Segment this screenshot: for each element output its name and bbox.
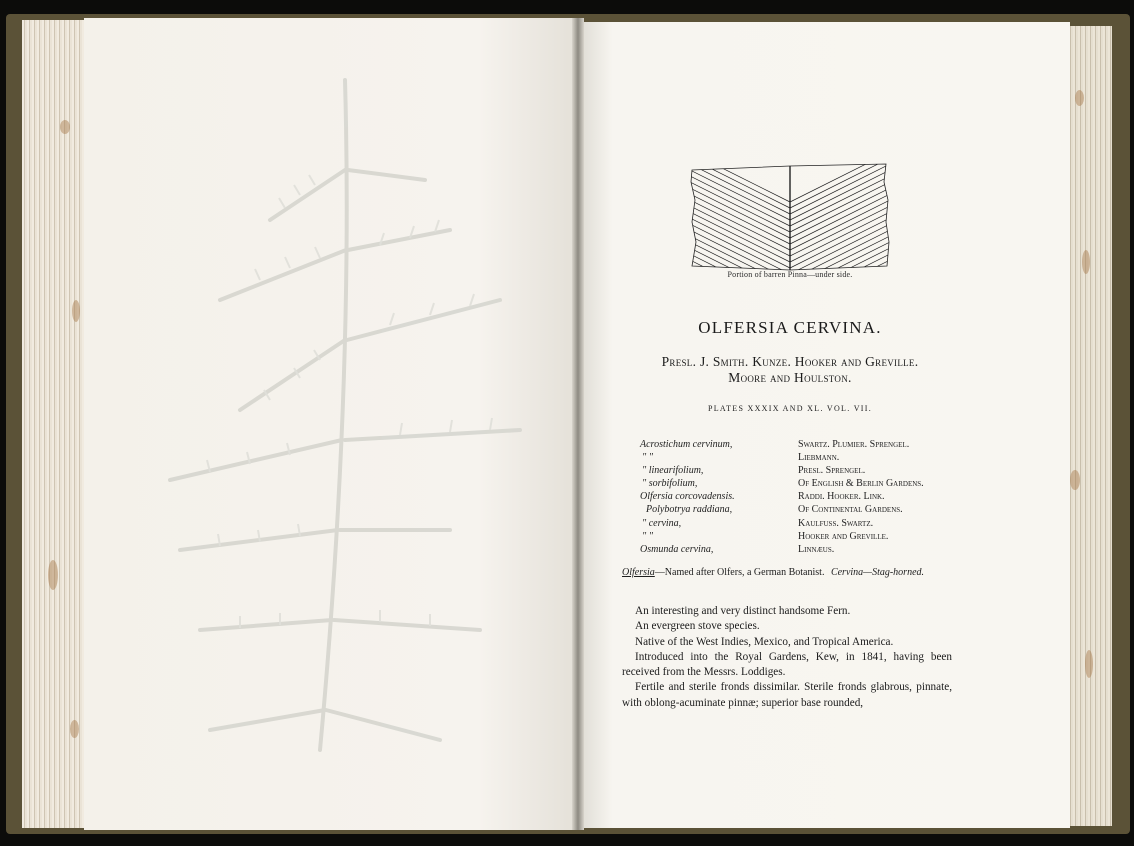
paragraph: Fertile and sterile fronds dissimilar. Sterile fronds glabrous, pinnate, with oblong-acuminate pinnæ; superior base rounded, [622, 681, 952, 709]
authorities [600, 354, 980, 386]
synonym-authority: Presl. Sprengel. [798, 465, 866, 477]
synonym-name: Acrostichum cervinum, [640, 439, 733, 450]
species-meaning: —Stag-horned. [863, 567, 925, 578]
barren-pinna-illustration [690, 162, 890, 274]
synonym-name: " cervina, [642, 517, 682, 529]
synonym-authority: Of Continental Gardens. [798, 504, 903, 516]
synonym-name: Polybotrya raddiana, [646, 504, 733, 516]
foxing-stain [1075, 90, 1084, 106]
page-title: OLFERSIA CERVINA. [698, 318, 882, 337]
synonym-authority: Raddi. Hooker. Link. [798, 491, 885, 503]
synonym-name: Osmunda cervina, [640, 543, 714, 555]
synonym-authority: Linnæus. [798, 543, 835, 555]
foxing-stain [72, 300, 80, 322]
plates-reference: PLATES XXXIX AND XL. VOL. VII. [707, 404, 873, 413]
genus-meaning: —Named after Olfers, a German Botanist. [654, 567, 825, 578]
paragraph: Introduced into the Royal Gardens, Kew, in 1841, having been received from the Messrs. Loddiges. [622, 650, 952, 679]
synonym-name: " " [642, 452, 653, 464]
authorities-line: Moore and Houlston. [728, 370, 852, 385]
fern-show-through-image [150, 60, 550, 760]
foxing-stain [1082, 250, 1090, 274]
synonym-authority: Kaulfuss. Swartz. [798, 517, 874, 529]
foxing-stain [1070, 470, 1080, 490]
synonym-authority: Hooker and Greville. [798, 530, 889, 542]
authorities-line: Presl. J. Smith. Kunze. Hooker and Greville. [661, 354, 919, 369]
book-gutter [572, 18, 584, 830]
synonym-authority: Swartz. Plumier. Sprengel. [798, 439, 910, 450]
foxing-stain [70, 720, 79, 738]
paragraph: Native of the West Indies, Mexico, and Tropical America. [635, 635, 894, 648]
synonym-name: " " [642, 530, 653, 542]
synonym-names [640, 438, 790, 556]
paragraph: An evergreen stove species. [635, 620, 760, 633]
foxing-stain [48, 560, 58, 590]
figure-caption: Portion of barren Pinna—under side. [727, 270, 853, 279]
etymology-line [622, 567, 962, 578]
paragraph: An interesting and very distinct handsome Fern. [635, 605, 851, 617]
foxing-stain [60, 120, 70, 134]
foxing-stain [1085, 650, 1093, 678]
synonym-name: " linearifolium, [642, 465, 704, 477]
genus-name: Olfersia [622, 567, 655, 578]
synonym-authority: Of English & Berlin Gardens. [798, 478, 924, 490]
description-text [622, 604, 952, 711]
synonym-name: Olfersia corcovadensis. [640, 491, 735, 503]
synonym-authorities [798, 438, 978, 556]
synonym-authority: Liebmann. [798, 452, 840, 464]
synonym-name: " sorbifolium, [642, 478, 698, 490]
species-name: Cervina [830, 567, 864, 578]
left-page-edges [22, 20, 92, 828]
